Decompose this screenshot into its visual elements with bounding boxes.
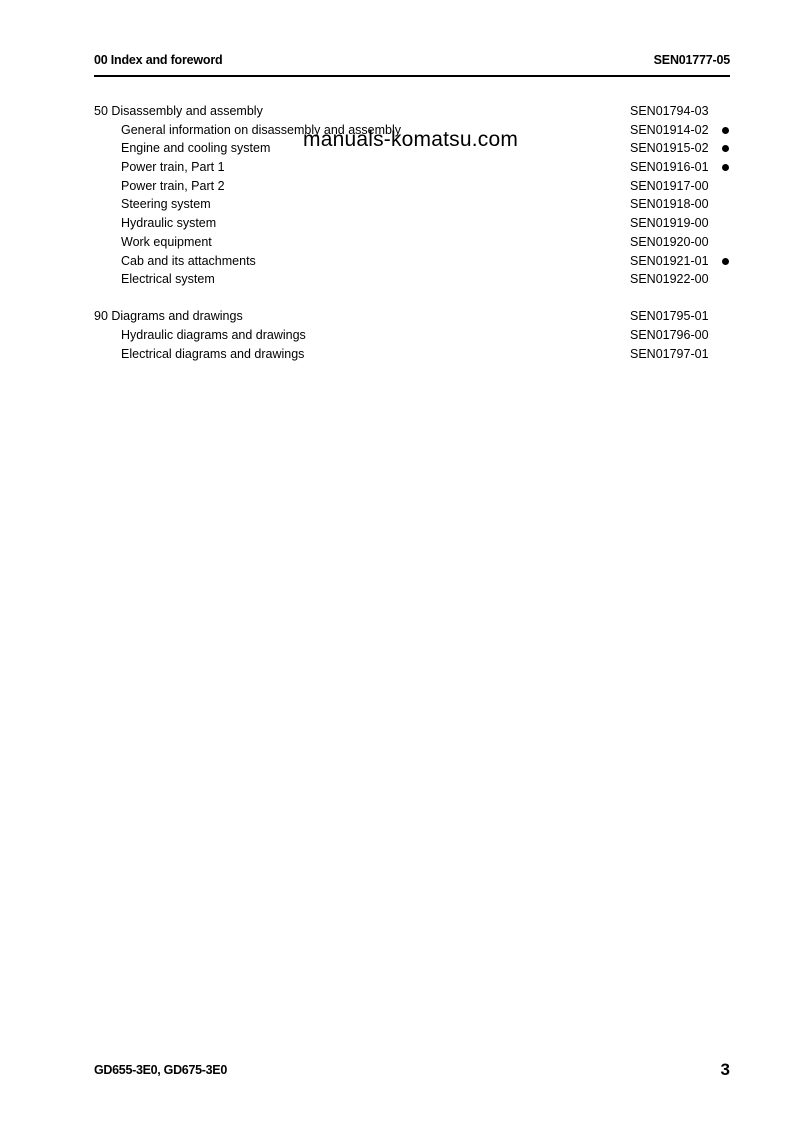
toc-code: SEN01794-03 [630, 104, 709, 118]
toc-item [94, 233, 730, 252]
toc-code: SEN01921-01 [630, 253, 709, 268]
toc-code: SEN01920-00 [630, 234, 709, 249]
toc-title: Hydraulic diagrams and drawings [121, 328, 306, 343]
watermark-text: manuals-komatsu.com [303, 128, 519, 151]
toc-group-heading [94, 307, 730, 326]
page-footer [94, 1060, 730, 1080]
toc-title: Cab and its attachments [121, 253, 256, 268]
toc-code: SEN01917-00 [630, 178, 709, 193]
section-title: 00 Index and foreword [94, 53, 223, 67]
toc-item [94, 214, 730, 233]
toc-item [94, 326, 730, 345]
document-code: SEN01777-05 [653, 53, 730, 67]
toc-title: General information on disassembly and assembly [121, 122, 401, 137]
toc-item [94, 252, 730, 271]
page-header [94, 53, 730, 69]
toc-code: SEN01919-00 [630, 216, 709, 231]
toc-item [94, 345, 730, 364]
toc-title: Electrical diagrams and drawings [121, 346, 305, 361]
model-numbers: GD655-3E0, GD675-3E0 [94, 1063, 227, 1077]
toc-title: Engine and cooling system [121, 141, 271, 156]
toc-code: SEN01918-00 [630, 197, 709, 212]
toc-title: Hydraulic system [121, 216, 217, 231]
toc-title: Work equipment [121, 234, 212, 249]
toc-item [94, 270, 730, 289]
updated-bullet-icon [722, 127, 729, 134]
updated-bullet-icon [722, 258, 729, 265]
toc-title: Electrical system [121, 272, 215, 287]
group-spacer [94, 289, 730, 308]
toc-title: Power train, Part 1 [121, 160, 225, 175]
toc-title: 50 Disassembly and assembly [94, 104, 263, 118]
page-number: 3 [720, 1060, 730, 1079]
toc-code: SEN01914-02 [630, 122, 709, 137]
toc-code: SEN01797-01 [630, 346, 709, 361]
toc-code: SEN01916-01 [630, 160, 709, 175]
toc-code: SEN01796-00 [630, 328, 709, 343]
toc-title: Steering system [121, 197, 211, 212]
updated-bullet-icon [722, 145, 729, 152]
toc-item [94, 195, 730, 214]
updated-bullet-icon [722, 164, 729, 171]
toc-title: Power train, Part 2 [121, 178, 225, 193]
toc-code: SEN01922-00 [630, 272, 709, 287]
toc-group-heading [94, 102, 730, 121]
toc-item [94, 158, 730, 177]
toc-code: SEN01915-02 [630, 141, 709, 156]
toc-title: 90 Diagrams and drawings [94, 309, 243, 324]
header-rule [94, 75, 730, 77]
toc-item [94, 177, 730, 196]
toc-code: SEN01795-01 [630, 309, 709, 324]
